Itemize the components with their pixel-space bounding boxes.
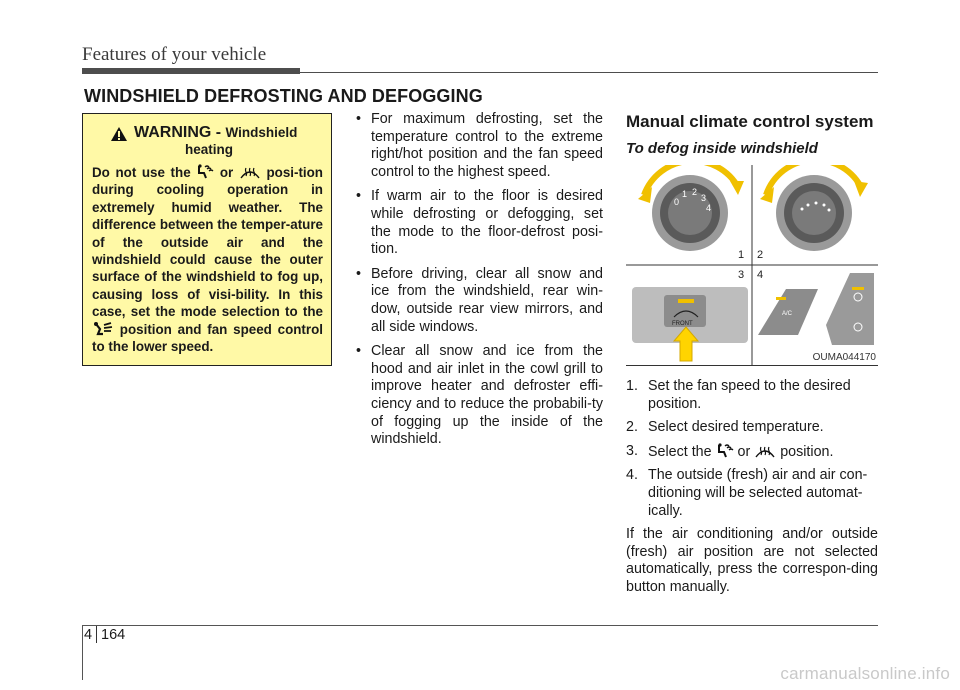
warning-text-3: position and fan speed control to the lower speed. <box>92 321 323 355</box>
warning-text-2: posi-tion during cooling operation in extremely humid weather. The difference between the temper-ature of the outside air and the windshield could cause the outer surface of the windshield to fog up, causing loss of visi-bility. In this case, set the mode selection to the <box>92 165 323 320</box>
dial-number: 0 <box>674 197 680 207</box>
bullet-item: • For maximum defrosting, set the temperature control to the extreme right/hot position and the fan speed control to the highest speed. <box>356 111 603 180</box>
fan-speed-dial <box>638 165 744 251</box>
subsection-subheading: To defog inside windshield <box>626 140 818 157</box>
warning-subject-line2: heating <box>185 142 234 157</box>
warning-text-1: Do not use the <box>92 165 197 180</box>
climate-control-figure <box>626 165 878 366</box>
bullet-item: • If warm air to the floor is desired while defrosting or defogging, set the mode to the floor-defrost posi-tion. <box>356 188 603 258</box>
footer-divider <box>96 626 97 643</box>
warning-subject: Windshield <box>225 125 298 140</box>
note-paragraph: If the air conditioning and/or outside (fresh) air position are not selected automatically, press the correspon-ding button manually. <box>626 526 878 595</box>
defrost-icon <box>239 164 261 180</box>
button-label: FRONT <box>672 321 693 327</box>
floor-defrost-icon <box>92 321 114 337</box>
front-defrost-button <box>632 287 748 361</box>
right-column <box>626 111 878 597</box>
bullet-item: • Before driving, clear all snow and ice from the windshield, rear win-dow, outside rear view mirrors, and all side windows. <box>356 265 603 335</box>
figure-illustration <box>626 165 878 365</box>
temperature-dial <box>760 165 868 251</box>
step-item: 3. Select the or position. <box>626 442 834 460</box>
figure-label: 3 <box>738 269 745 281</box>
floor-defrost-icon <box>196 164 214 180</box>
dial-number: 3 <box>701 193 707 203</box>
page-number: 164 <box>101 627 126 643</box>
floor-defrost-icon <box>716 443 734 459</box>
middle-column <box>353 111 603 456</box>
ac-label: A/C <box>782 311 793 317</box>
dial-number: 1 <box>682 189 688 199</box>
header-bar <box>82 68 300 74</box>
figure-label: 1 <box>738 249 745 261</box>
warning-body <box>92 164 323 355</box>
bullet-item: • Clear all snow and ice from the hood and air inlet in the cowl grill to improve heater and defroster effi-ciency and to reduce the probabili-ty of fogging up the inside of the windshield. <box>356 343 603 448</box>
warning-header <box>92 124 323 160</box>
warning-box <box>82 113 332 366</box>
step-item: 4. The outside (fresh) air and air con-ditioning will be selected automat-ically. <box>626 467 868 519</box>
figure-label: 2 <box>757 249 764 261</box>
warning-word: WARNING - <box>134 124 226 141</box>
subsection-heading: Manual climate control system <box>626 112 874 131</box>
section-title: WINDSHIELD DEFROSTING AND DEFOGGING <box>84 86 483 106</box>
step-item: 1. Set the fan speed to the desired position. <box>626 378 851 412</box>
header-title: Features of your vehicle <box>82 44 267 65</box>
step-item: 2. Select desired temperature. <box>626 419 824 436</box>
chapter-number: 4 <box>84 627 93 643</box>
warning-triangle-icon <box>110 126 128 142</box>
figure-code: OUMA044170 <box>812 352 876 363</box>
watermark: carmanualsonline.info <box>780 664 950 683</box>
footer-rule <box>82 625 878 626</box>
warning-text-or: or <box>214 165 239 180</box>
figure-label: 4 <box>757 269 764 281</box>
header-rule <box>300 72 878 73</box>
ac-button-panel <box>756 269 874 359</box>
steps-list <box>626 378 878 520</box>
dial-number: 4 <box>706 203 712 213</box>
dial-number: 2 <box>692 187 698 197</box>
footer-vertical-rule <box>82 625 83 680</box>
windshield-defrost-icon <box>754 443 776 459</box>
